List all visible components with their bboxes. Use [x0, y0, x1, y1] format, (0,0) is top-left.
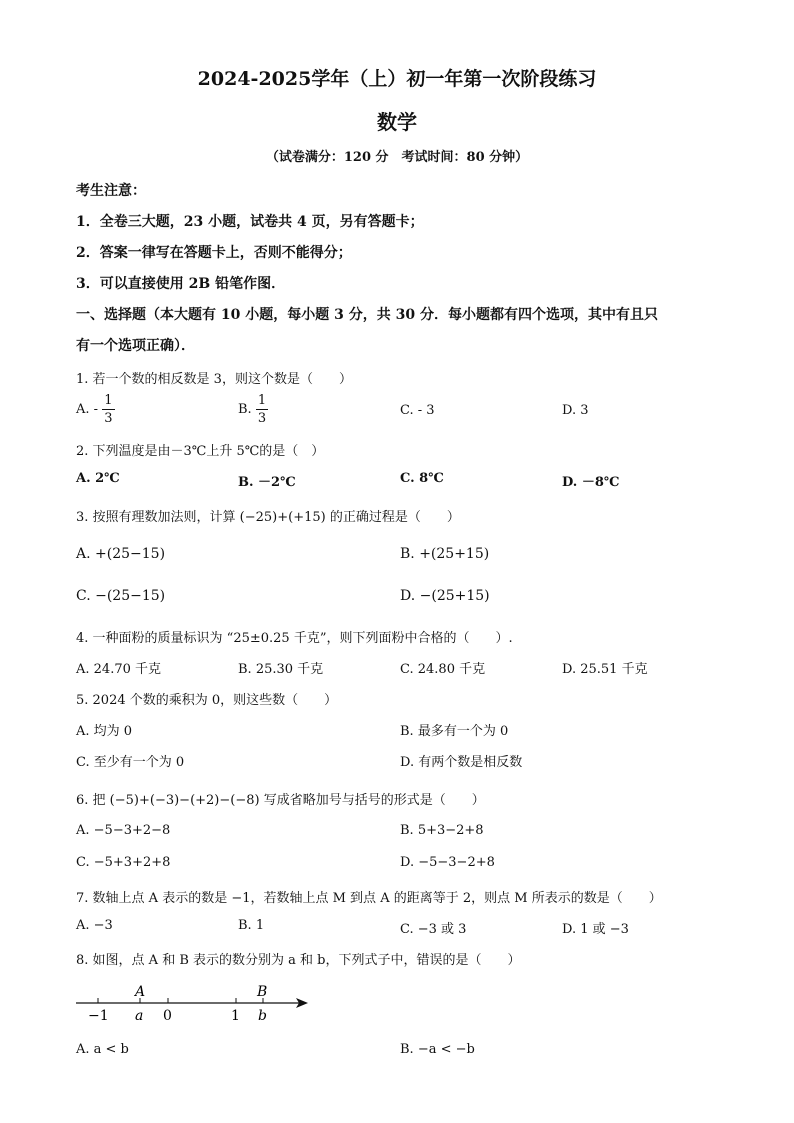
question-7-option-d: D. 1 或 −3: [562, 922, 629, 937]
fraction-denominator: 3: [257, 411, 267, 426]
question-2-stem: 2. 下列温度是由－3℃上升 5℃的是（ ）: [76, 444, 325, 459]
fraction-denominator: 3: [104, 411, 113, 426]
option-a-sign: -: [93, 402, 99, 417]
fraction-one-third: [256, 392, 268, 427]
fraction-numerator: 1: [104, 393, 113, 408]
question-8-option-a: A. a < b: [76, 1042, 129, 1057]
tick-label-1: 1: [231, 1008, 240, 1024]
question-7-option-b: B. 1: [238, 918, 265, 933]
question-7-stem: 7. 数轴上点 A 表示的数是 −1，若数轴上点 M 到点 A 的距离等于 2，则点 M 所表示的数是（ ）: [76, 891, 662, 906]
question-4-stem: 4. 一种面粉的质量标识为 “25±0.25 千克”，则下列面粉中合格的（ ）.: [76, 631, 513, 646]
question-6-option-c: C. −5+3+2+8: [76, 855, 171, 870]
option-a-label: A.: [76, 402, 90, 417]
question-6-option-a: A. −5−3+2−8: [76, 823, 171, 838]
question-5-stem: 5. 2024 个数的乘积为 0，则这些数（ ）: [76, 693, 338, 708]
note-item-2: 2．答案一律写在答题卡上，否则不能得分；: [76, 245, 352, 261]
fraction-numerator: 1: [257, 393, 267, 408]
subject-title: 数学: [377, 110, 417, 134]
question-1-stem: 1. 若一个数的相反数是 3，则这个数是（ ）: [76, 372, 352, 387]
point-a-label: A: [135, 984, 146, 1000]
section1-instructions-line1: 一、选择题（本大题有 10 小题，每小题 3 分，共 30 分．每小题都有四个选项，其中有且只: [76, 307, 658, 323]
question-4-option-a: A. 24.70 千克: [76, 662, 162, 677]
tick-label-b: b: [258, 1008, 267, 1024]
question-3-option-a: A. +(25−15): [76, 546, 166, 562]
question-2-option-d: D. －8℃: [562, 475, 620, 490]
question-5-option-c: C. 至少有一个为 0: [76, 755, 185, 770]
question-3-option-c: C. −(25−15): [76, 588, 166, 604]
question-5-option-d: D. 有两个数是相反数: [400, 755, 523, 770]
question-1-option-d: D. 3: [562, 403, 589, 418]
question-8-stem: 8. 如图，点 A 和 B 表示的数分别为 a 和 b，下列式子中，错误的是（ ）: [76, 953, 521, 968]
section1-instructions-line2: 有一个选项正确）．: [76, 338, 195, 354]
note-item-3: 3．可以直接使用 2B 铅笔作图．: [76, 276, 286, 292]
question-5-option-b: B. 最多有一个为 0: [400, 724, 509, 739]
exam-title: 2024-2025学年（上）初一年第一次阶段练习: [197, 68, 597, 90]
question-2-option-b: B. －2℃: [238, 475, 296, 490]
question-2-option-c: C. 8℃: [400, 471, 444, 486]
question-3-option-b: B. +(25+15): [400, 546, 490, 562]
question-2-option-a: A. 2℃: [76, 471, 120, 486]
question-7-option-c: C. −3 或 3: [400, 922, 467, 937]
question-4-option-d: D. 25.51 千克: [562, 662, 648, 677]
exam-info: （试卷满分：120 分 考试时间：80 分钟）: [265, 150, 529, 165]
point-b-label: B: [257, 984, 268, 1000]
fraction-one-third: [102, 392, 114, 427]
question-1-option-b: [238, 392, 268, 427]
question-1-option-c: C. - 3: [400, 403, 435, 418]
question-7-option-a: A. −3: [76, 918, 113, 933]
question-8-option-b: B. −a < −b: [400, 1042, 475, 1057]
tick-label-minus-1: −1: [88, 1008, 109, 1024]
question-5-option-a: A. 均为 0: [76, 724, 133, 739]
question-6-option-b: B. 5+3−2+8: [400, 823, 484, 838]
question-3-option-d: D. −(25+15): [400, 588, 490, 604]
tick-label-a: a: [135, 1008, 144, 1024]
notes-heading: 考生注意：: [76, 183, 146, 199]
question-1-option-a: [76, 392, 115, 427]
tick-label-0: 0: [163, 1008, 172, 1024]
question-4-option-b: B. 25.30 千克: [238, 662, 324, 677]
question-4-option-c: C. 24.80 千克: [400, 662, 486, 677]
option-b-label: B.: [238, 402, 252, 417]
number-line-figure: [70, 978, 320, 1028]
question-3-stem: 3. 按照有理数加法则，计算 (−25)+(+15) 的正确过程是（ ）: [76, 510, 460, 525]
question-6-stem: 6. 把 (−5)+(−3)−(+2)−(−8) 写成省略加号与括号的形式是（ ）: [76, 793, 485, 808]
question-6-option-d: D. −5−3−2+8: [400, 855, 495, 870]
note-item-1: 1．全卷三大题，23 小题，试卷共 4 页，另有答题卡；: [76, 214, 424, 230]
